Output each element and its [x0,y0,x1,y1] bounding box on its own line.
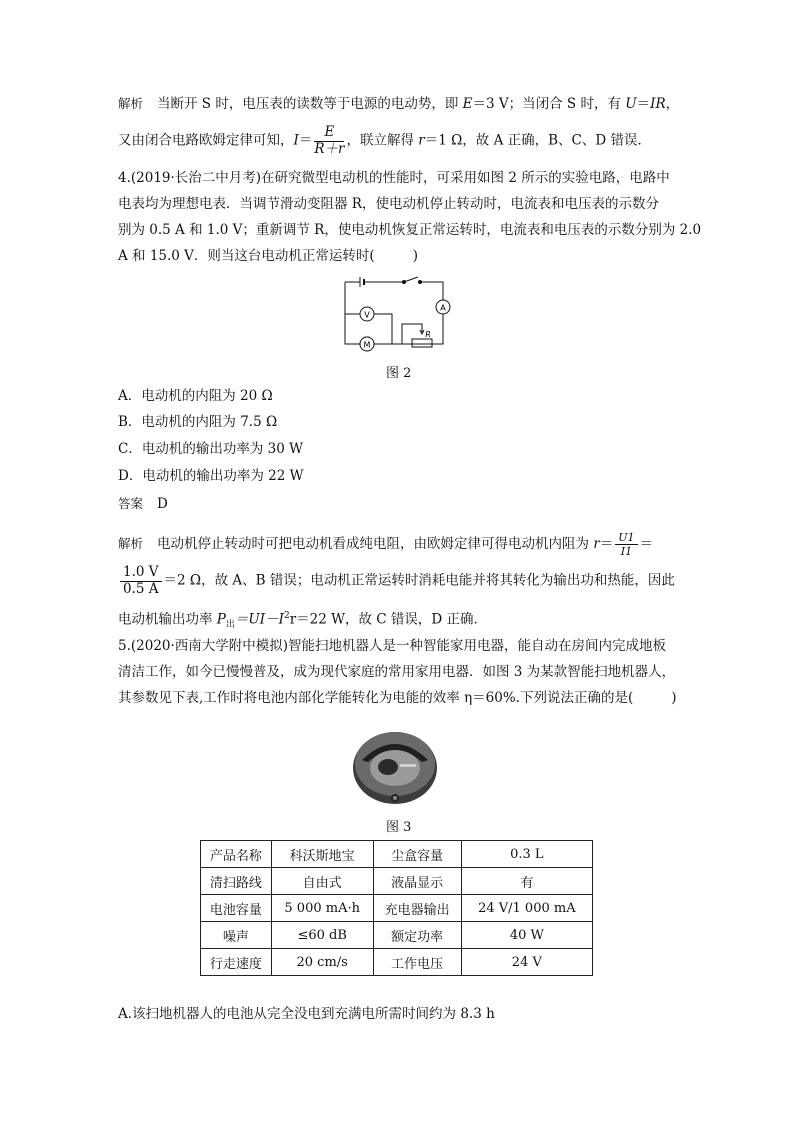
q5-stem-line3: 其参数见下表,工作时将电池内部化学能转化为电能的效率 η＝60%.下列说法正确的是( ) [118,690,677,706]
q4-stem-line3: 别为 0.5 A 和 1.0 V；重新调节 R，使电动机恢复正常运转时，电流表和电压表的示数分别为 2.0 [118,222,702,238]
table-row [201,895,593,922]
figure3-caption: 图 3 [386,820,412,835]
table-cell: 24 V [461,949,592,976]
analysis2-line2: $\frac{1.0 V}{0.5 A}$ ＝2 Ω，故 A、B 错误；电动机正常运转时消耗电能并将其转化为输出功和热能，因此 [118,566,675,596]
analysis1-line1: 解析 当断开 S 时，电压表的读数等于电源的电动势，即 E＝3 V；当闭合 S 时，有 U＝IR， [118,96,680,112]
q5-stem-line2: 清洁工作，如今已慢慢普及，成为现代家庭的常用家用电器．如图 3 为某款智能扫地机器人， [118,664,676,680]
table-cell: 液晶显示 [373,868,461,895]
table-cell: 有 [461,868,592,895]
table-cell: 清扫路线 [201,868,272,895]
q4-stem-line4: A 和 15.0 V．则当这台电动机正常运转时( ) [118,248,418,264]
motor-label: M [363,340,371,350]
table-row [201,949,593,976]
analysis2-line3: 电动机输出功率 $P_出=UI-I^2r=22$ W，故 C 错误，D 正确． [118,611,488,631]
table-cell: ≤60 dB [271,922,373,949]
analysis-label: 解析 [118,96,144,111]
q4-option-d: D．电动机的输出功率为 22 W [118,468,304,484]
q5-stem-line1: 5.(2020·西南大学附中模拟)智能扫地机器人是一种智能家用电器，能自动在房间内完成地板 [118,638,667,654]
q4-stem-line1: 4.(2019·长治二中月考)在研究微型电动机的性能时，可采用如图 2 所示的实验电路，电路中 [118,170,670,186]
table-cell: 工作电压 [373,949,461,976]
q4-option-a: A．电动机的内阻为 20 Ω [118,388,273,404]
analysis2-line1: 解析 电动机停止转动时可把电动机看成纯电阻，由欧姆定律可得电动机内阻为 r＝ $\frac{U1}{I1}$ ＝ [118,531,654,558]
voltmeter-label: V [364,310,370,320]
table-cell: 尘盒容量 [373,841,461,868]
robot-spec-table [200,840,593,976]
table-cell: 20 cm/s [271,949,373,976]
table-cell: 充电器输出 [373,895,461,922]
analysis1-line2: 又由闭合电路欧姆定律可知，I＝ $\frac{E}{R+r}$ ，联立解得 r＝1 Ω，故 A 正确，B、C、D 错误． [118,124,652,157]
q4-stem-line2: 电表均为理想电表．当调节滑动变阻器 R，使电动机停止转动时，电流表和电压表的示数分 [118,196,659,212]
robot-vacuum-image [350,722,440,807]
q4-answer: 答案 D [118,496,168,512]
table-cell: 科沃斯地宝 [271,841,373,868]
table-cell: 噪声 [201,922,272,949]
table-row [201,841,593,868]
figure2-caption: 图 2 [386,366,412,381]
table-cell: 0.3 L [461,841,592,868]
circuit-diagram [340,272,460,352]
table-cell: 自由式 [271,868,373,895]
table-row [201,922,593,949]
ammeter-label: A [440,303,446,313]
table-cell: 产品名称 [201,841,272,868]
table-cell: 24 V/1 000 mA [461,895,592,922]
fraction-u-over-i: $\frac{U1}{I1}$ [615,532,637,557]
table-cell: 电池容量 [201,895,272,922]
table-cell: 5 000 mA·h [271,895,373,922]
q5-option-a: A.该扫地机器人的电池从完全没电到充满电所需时间约为 8.3 h [118,1006,495,1022]
q4-option-b: B．电动机的内阻为 7.5 Ω [118,414,278,430]
table-cell: 行走速度 [201,949,272,976]
fraction-e-over-r: $\frac{E}{R+r}$ [314,124,345,157]
rheostat-label: R [425,330,431,339]
q4-option-c: C．电动机的输出功率为 30 W [118,441,303,457]
table-cell: 额定功率 [373,922,461,949]
analysis-label: 解析 [118,536,144,551]
answer-label: 答案 [118,496,144,511]
fraction-voltage-over-current: $\frac{1.0 V}{0.5 A}$ [120,566,162,596]
table-row [201,868,593,895]
table-cell: 40 W [461,922,592,949]
